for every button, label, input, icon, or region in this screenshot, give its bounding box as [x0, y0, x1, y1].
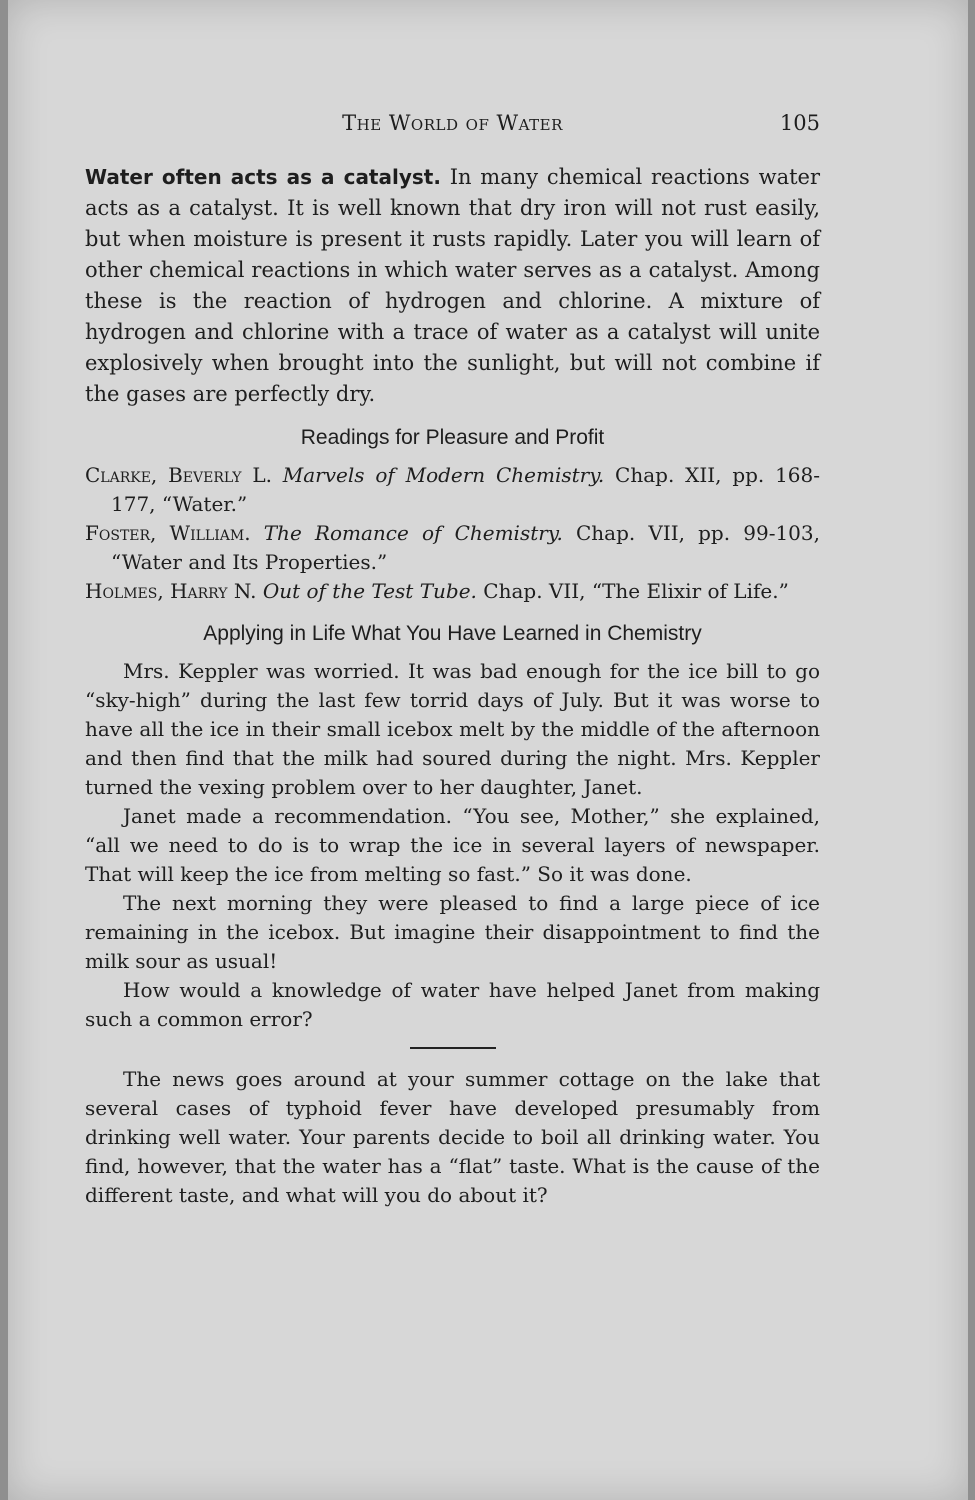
book-page: [8, 0, 968, 1500]
story-paragraph: The next morning they were pleased to find a large piece of ice remaining in the icebox. But imagine their disappointment to find the milk sour as usual!: [85, 891, 820, 973]
story-paragraph: Janet made a recommendation. “You see, Mother,” she explained, “all we need to do is to wrap the ice in several layers of newspaper. That will keep the ice from melting so fast.” So it was done.: [85, 804, 820, 886]
catalyst-paragraph: [85, 162, 820, 410]
reading-item: [85, 577, 820, 606]
running-header: [85, 108, 820, 142]
readings-list: [85, 461, 820, 606]
page-content: [85, 108, 820, 1210]
reading-details: Chap. VII, pp. 99-103, “Water and Its Properties.”: [111, 521, 820, 574]
problem-block: [85, 1065, 820, 1210]
problem-paragraph: The news goes around at your summer cottage on the lake that several cases of typhoid fever have developed presumably from drinking well water. Your parents decide to boil all drinking water. You find, however, that the water has a “flat” taste. What is the cause of the different taste, and what will you do about it?: [85, 1067, 820, 1207]
page-number: 105: [779, 111, 820, 135]
reading-details: Chap. XII, pp. 168-177, “Water.”: [111, 463, 821, 516]
reading-title: Marvels of Modern Chemistry.: [282, 463, 605, 487]
catalyst-body: In many chemical reactions water acts as a catalyst. It is well known that dry iron will not rust easily, but when moisture is present it rusts rapidly. Later you will learn of other chemical reactions in which water serves as a catalyst. Among these is the reaction of hydrogen and chlorine. A mixture of hydrogen and chlorine with a trace of water as a catalyst will unite explosively when brought into the sunlight, but will not combine if the gases are perfectly dry.: [85, 165, 820, 406]
reading-item: [85, 461, 820, 519]
catalyst-lead: Water often acts as a catalyst.: [85, 165, 441, 189]
running-title: The World of Water: [342, 111, 563, 135]
applying-heading: Applying in Life What You Have Learned in Chemistry: [203, 622, 702, 645]
reading-author: Holmes, Harry N.: [85, 579, 257, 603]
applying-story: [85, 657, 820, 1034]
reading-title: Out of the Test Tube.: [262, 579, 477, 603]
reading-details: Chap. VII, “The Elixir of Life.”: [483, 579, 789, 603]
story-question: How would a knowledge of water have helped Janet from making such a common error?: [85, 978, 820, 1031]
section-divider: [410, 1047, 496, 1049]
reading-title: The Romance of Chemistry.: [263, 521, 563, 545]
reading-author: Foster, William.: [85, 521, 251, 545]
reading-item: [85, 519, 820, 577]
readings-heading: Readings for Pleasure and Profit: [300, 426, 605, 449]
story-paragraph: Mrs. Keppler was worried. It was bad enough for the ice bill to go “sky-high” during the last few torrid days of July. But it was worse to have all the ice in their small icebox melt by the middle of the afternoon and then find that the milk had soured during the night. Mrs. Keppler turned the vexing problem over to her daughter, Janet.: [85, 659, 820, 799]
reading-author: Clarke, Beverly L.: [85, 463, 272, 487]
